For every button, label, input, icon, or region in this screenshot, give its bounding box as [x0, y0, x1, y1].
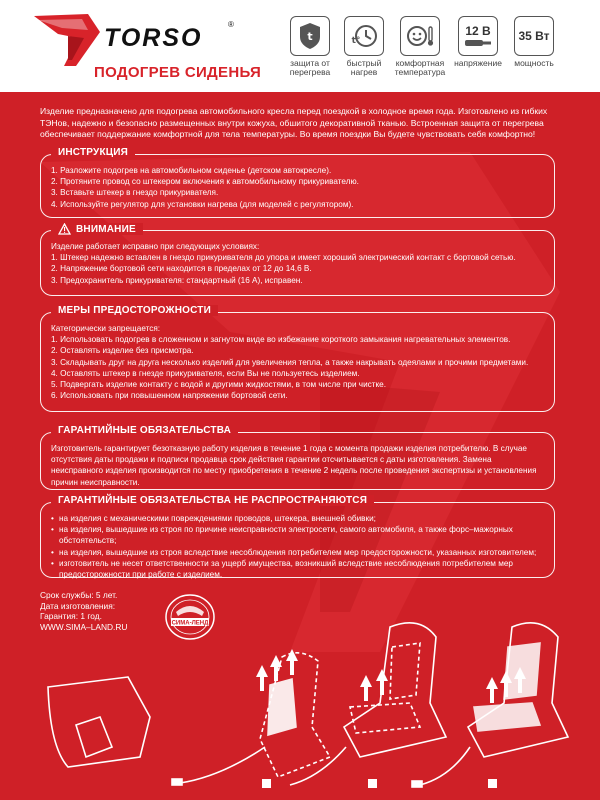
feature-label: защита от перегрева: [289, 58, 331, 77]
heat-arrow-icon: [360, 669, 388, 701]
section-title: [51, 147, 135, 158]
list-item: 1. Разложите подогрев на автомобильном сиденье (детском автокресле).: [51, 166, 332, 175]
guarantee: Гарантия: 1 год.: [40, 611, 102, 621]
section-title-text: ВНИМАНИЕ: [76, 223, 136, 235]
section-body: [41, 155, 554, 218]
section-exclusions: [40, 495, 555, 580]
feature-overheat: [282, 16, 338, 77]
brand-name: TORSO: [104, 24, 203, 52]
feature-icons: [282, 16, 594, 82]
power-box: [514, 16, 554, 56]
plug-icon: [458, 16, 498, 56]
list-item: 6. Использовать при повышенном напряжении бортовой сети.: [51, 391, 288, 401]
list-item: 1. Использовать подогрев в сложенном и загнутом виде во избежание короткого замыкания нагревательных элементов.: [51, 335, 511, 345]
section-title: [51, 425, 238, 436]
svg-text:t°: t°: [351, 36, 361, 46]
list-item: 4. Используйте регулятор для установки нагрева (для моделей с регулятором).: [51, 199, 354, 209]
instruction-panel: [0, 92, 600, 800]
intro-text: Изделие предназначено для подогрева автомобильного кресла перед поездкой в холодное время года. Изготовлено из гибких ТЭНов, надежно и безопасно размещенных внутри кожуха, обшитого декоративной тканью. Встроенная защита от перегрева обеспечивает поддержание комфортной для тела температуры. Во время поездки Вы будете чувствовать себя комфортно!: [40, 106, 548, 139]
feature-comfort: [392, 16, 448, 77]
list-item: 2. Напряжение бортовой сети находится в пределах от 12 до 14,6 В.: [51, 264, 312, 274]
list-item: • на изделия с механическими повреждениями проводов, штекера, внешней обивки;: [51, 513, 544, 524]
power-value: 35 Вт: [518, 29, 550, 43]
section-body: [41, 231, 554, 294]
list-item: 2. Оставлять изделие без присмотра.: [51, 346, 194, 356]
section-title-text: ГАРАНТИЙНЫЕ ОБЯЗАТЕЛЬСТВА: [58, 425, 232, 436]
step-marker: [488, 779, 497, 788]
clock-heat-icon: [344, 16, 384, 56]
list-item: • на изделия, вышедшие из строя вследствие несоблюдения потребителем мер предосторожности, указанных изготовителем;: [51, 547, 544, 558]
section-title: [51, 495, 374, 506]
feature-label: мощность: [514, 58, 554, 68]
list-item: 3. Складывать друг на друга несколько изделий для увеличения тепла, а также накрывать одеялами и прочими предметами.: [51, 357, 529, 367]
step-marker: [368, 779, 377, 788]
service-life: Срок службы: 5 лет.: [40, 590, 118, 600]
section-body: [41, 313, 554, 409]
torso-emblem-icon: [28, 12, 108, 70]
list-item: 1. Штекер надежно вставлен в гнездо прикуривателя до упора и имеет хороший электрический контакт с бортовой сетью.: [51, 253, 516, 263]
section-body: [41, 433, 554, 496]
feature-fast-heat: [336, 16, 392, 77]
section-lead: Изделие работает исправно при следующих условиях:: [51, 242, 260, 251]
seat-heat-step-2: [290, 623, 446, 785]
torso-logo: [28, 12, 268, 82]
stamp-text: СИМА-ЛЕНД: [171, 620, 209, 627]
section-title-text: МЕРЫ ПРЕДОСТОРОЖНОСТИ: [58, 305, 211, 316]
section-warranty: [40, 425, 555, 490]
header: [0, 0, 600, 92]
list-item: 4. Оставлять штекер в гнезде прикуривателя, если Вы не пользуетесь изделием.: [51, 368, 360, 378]
feature-label: быстрый нагрев: [346, 58, 382, 77]
folded-pad-icon: [48, 677, 150, 767]
registered-mark: ®: [228, 20, 234, 29]
installation-illustrations: [0, 607, 600, 800]
list-item: 3. Предохранитель прикуривателя: стандартный (16 А), исправен.: [51, 275, 303, 285]
thermometer-shield-icon: [290, 16, 330, 56]
website-link[interactable]: WWW.SIMA–LAND.RU: [40, 621, 128, 632]
step-marker: [262, 779, 271, 788]
list-item: • на изделия, вышедшие из строя по причине неисправности электросети, самого автомобиля, а также форс–мажорных обстоятельств;: [51, 524, 544, 546]
feature-voltage: [450, 16, 506, 68]
section-attention: [40, 223, 555, 296]
feature-label: напряжение: [454, 58, 502, 68]
list-item: 2. Протяните провод со штекером включения к автомобильному прикуривателю.: [51, 177, 359, 187]
list-item: • изготовитель не несет ответственности за ущерб имущества, возникший вследствие несоблюдения потребителем мер предосторожности при работе с изделием.: [51, 558, 544, 580]
section-precautions: [40, 305, 555, 412]
smiley-thermometer-icon: [400, 16, 440, 56]
svg-text:t: t: [307, 30, 313, 43]
list-item: 3. Вставьте штекер в гнездо прикуривателя.: [51, 188, 219, 198]
list-item: 5. Подвергать изделие контакту с водой и другими жидкостями, в том числе при чистке.: [51, 380, 386, 390]
section-title-text: ИНСТРУКЦИЯ: [58, 147, 129, 158]
section-body: [41, 503, 554, 588]
seat-heat-step-1: [172, 653, 330, 785]
section-instruction: [40, 147, 555, 218]
section-lead: Категорически запрещается:: [51, 324, 161, 333]
voltage-value: 12 В: [465, 24, 491, 38]
manufacture-date: Дата изготовления:: [40, 600, 116, 611]
feature-label: комфортная температура: [394, 58, 446, 77]
product-title: ПОДОГРЕВ СИДЕНЬЯ: [94, 64, 262, 81]
section-title-text: ГАРАНТИЙНЫЕ ОБЯЗАТЕЛЬСТВА НЕ РАСПРОСТРАНЯЮТСЯ: [58, 495, 368, 506]
section-title: [51, 305, 218, 316]
feature-power: [506, 16, 562, 68]
section-title: [51, 223, 143, 235]
warranty-text: Изготовитель гарантирует безотказную работу изделия в течение 1 года с момента продажи изделия потребителю. В случае отсутствия даты продажи и подписи продавца срок действия гарантии отсчитывается с даты изготовления. Замена неисправного изделия производится по месту приобретения в течение 2 недель после проведения экспертизы и установления причин неисправности.: [51, 444, 537, 487]
warning-icon: [58, 223, 71, 235]
